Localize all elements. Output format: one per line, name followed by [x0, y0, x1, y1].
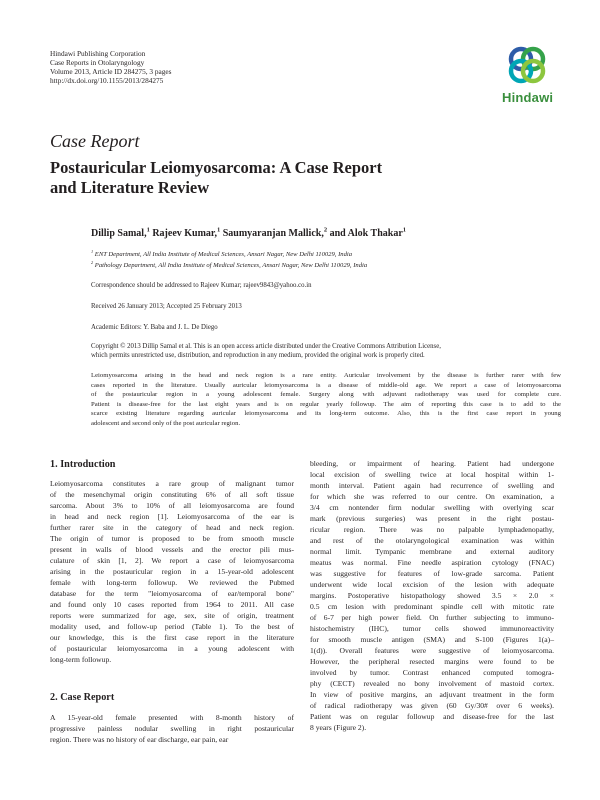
abstract-line: cases reported in the literature. Usually auricular leiomyosarcoma is a disease of middle-old age. We report a case of leiomyosarcoma — [91, 381, 561, 389]
author-affil-marker: 1 — [402, 226, 407, 234]
journal-header — [50, 49, 171, 85]
text-line: arising in the postauricular region in a 15-year-old adolescent — [50, 567, 294, 576]
journal-name: Case Reports in Otolaryngology — [50, 58, 145, 67]
abstract-line: adolescent and second only of the post auricular region. — [91, 419, 241, 427]
hindawi-logo-icon — [497, 42, 557, 90]
text-line: In view of positive margins, an adjuvant treatment in the form — [310, 690, 554, 699]
text-line: long-term followup. — [50, 655, 112, 664]
text-line: female with long-term followup. We reviewed the Pubmed — [50, 578, 294, 587]
text-line: meatus was normal. Fine needle aspiration cytology (FNAC) — [310, 558, 554, 567]
author-name: and Alok Thakar — [329, 228, 403, 239]
author-affil-marker: 2 — [323, 226, 328, 234]
section-heading-case-report: 2. Case Report — [50, 692, 115, 703]
abstract-line: Leiomyosarcoma arising in the head and neck region is a rare entity. Auricular involvement by the disease is further rarer with few — [91, 372, 561, 379]
text-line: local excision of swelling twice at local hospital within 1- — [310, 470, 554, 479]
title-line-1: Postauricular Leiomyosarcoma: A Case Report — [50, 158, 383, 177]
text-line: was suggestive for features of low-grade sarcoma. Patient — [310, 569, 554, 578]
text-line: However, the peripheral resected margins were found to be — [310, 657, 554, 666]
text-line: 3/4 cm nontender firm nodular swelling with overlying scar — [310, 503, 554, 512]
academic-editors: Academic Editors: Y. Baba and J. L. De Diego — [91, 324, 218, 331]
text-line: 8 years (Figure 2). — [310, 723, 367, 732]
text-line: month interval. Patient again had recurrence of swelling and — [310, 481, 554, 490]
text-line: database for the term "leiomyosarcoma of ear/temporal bone" — [50, 589, 294, 598]
author-list — [91, 228, 571, 239]
title-line-2: and Literature Review — [50, 178, 210, 197]
author-name: Dillip Samal, — [91, 228, 147, 239]
text-line: underwent wide local excision of the lesion with adequate — [310, 580, 554, 589]
author-name: Saumyaranjan Mallick, — [222, 228, 324, 239]
text-line: 0.5 cm lesion with predominant spindle cell with mitotic rate — [310, 602, 554, 611]
logo-wordmark: Hindawi — [502, 90, 554, 105]
text-line: for which she was referred to our centre. On examination, a — [310, 492, 554, 501]
text-line: present in walls of blood vessels and the erector pili mus- — [50, 545, 294, 554]
text-line: and rest of the otolaryngological examination was within — [310, 536, 554, 545]
text-line: for smooth muscle antigen (SMA) and S-100 (Figures 1(a)– — [310, 635, 554, 644]
abstract-line: Patient is disease-free for the last eight years and is on regular yearly followup. The aim of reporting this case is to add to the — [91, 400, 561, 408]
text-line: mark (previous surgeries) was present in the right postau- — [310, 514, 554, 523]
author-affil-marker: 1 — [216, 226, 221, 234]
copyright-line: Copyright © 2013 Dillip Samal et al. This is an open access article distributed under the Creative Commons Attribution License, — [91, 343, 441, 350]
text-line: in head and neck region [1]. Leiomyosarcoma of the ear is — [50, 512, 294, 521]
received-dates: Received 26 January 2013; Accepted 25 February 2013 — [91, 303, 242, 310]
case-report-continued-text — [310, 458, 554, 733]
author-name: Rajeev Kumar, — [152, 228, 217, 239]
text-line: Patient was on regular followup and disease-free for the last — [310, 712, 554, 721]
text-line: The origin of tumor is proposed to be from smooth muscle — [50, 534, 294, 543]
text-line: involved by tumor. Contrast enhanced computed tomogra- — [310, 668, 554, 677]
text-line: sarcoma. About 3% to 10% of all leiomyosarcoma are found — [50, 501, 294, 510]
publisher: Hindawi Publishing Corporation — [50, 49, 146, 58]
text-line: further rarer site in the category of head and neck region. — [50, 523, 294, 532]
text-line: of postauricular leiomyosarcoma in a young adolescent with — [50, 644, 294, 653]
text-line: region. There was no history of ear discharge, ear pain, ear — [50, 735, 229, 744]
introduction-text — [50, 478, 294, 665]
author-affil-marker: 1 — [146, 226, 150, 234]
affil-marker: 2 — [91, 259, 94, 265]
text-line: modality used, and follow-up period (Table 1). To the best of — [50, 622, 294, 631]
text-line: histochemistry (IHC), tumor cells showed immunoreactivity — [310, 624, 554, 633]
case-report-text — [50, 712, 294, 745]
affiliation-1 — [91, 249, 571, 260]
text-line: Leiomyosarcoma constitutes a rare group of malignant tumor — [50, 479, 294, 488]
abstract — [91, 371, 561, 429]
text-line: margins. Postoperative histopathology showed 3.5 × 2.0 × — [310, 591, 554, 600]
affiliation-2 — [91, 260, 571, 271]
text-line: 1(d)). Overall features were suggestive of leiomyosarcoma. — [310, 646, 554, 655]
affiliations — [91, 249, 571, 271]
text-line: our knowledge, this is the first case report in the literature — [50, 633, 294, 642]
article-type: Case Report — [50, 131, 140, 151]
hindawi-logo — [497, 42, 557, 110]
doi-link[interactable]: http://dx.doi.org/10.1155/2013/284275 — [50, 76, 164, 85]
text-line: progressive painless nodular swelling in right postauricular — [50, 724, 294, 733]
text-line: bleeding, or impairment of hearing. Patient had undergone — [310, 459, 554, 468]
abstract-line: of the postauricular region in a young adolescent female. Surgery along with adjuvant radiotherapy was used for complete cure. — [91, 391, 561, 399]
text-line: culature of skin [1, 2]. We report a case of leiomyosarcoma — [50, 556, 294, 565]
section-heading-introduction: 1. Introduction — [50, 459, 116, 470]
text-line: and found only 10 cases reported from 1964 to 2011. All case — [50, 600, 294, 609]
copyright-line: which permits unrestricted use, distribution, and reproduction in any medium, provided the original work is properly cited. — [91, 352, 425, 359]
affil-text: ENT Department, All India Institute of Medical Sciences, Ansari Nagar, New Delhi 110029, India — [94, 251, 352, 258]
text-line: of 6-7 per high power field. On further subjecting to immuno- — [310, 613, 554, 622]
correspondence: Correspondence should be addressed to Rajeev Kumar; rajeev9843@yahoo.co.in — [91, 282, 312, 289]
text-line: of radical radiotherapy was given (60 Gy/30# over 6 weeks). — [310, 701, 554, 710]
text-line: phy (CECT) revealed no bony involvement of mastoid cortex. — [310, 679, 554, 688]
copyright-notice — [91, 342, 561, 360]
volume-info: Volume 2013, Article ID 284275, 3 pages — [50, 67, 172, 76]
text-line: reports were summarized for age, sex, site of origin, treatment — [50, 611, 294, 620]
text-line: normal limit. Tympanic membrane and external auditory — [310, 547, 554, 556]
text-line: A 15-year-old female presented with 8-month history of — [50, 713, 294, 722]
affil-marker: 1 — [91, 248, 94, 254]
affil-text: Pathology Department, All India Institute of Medical Sciences, Ansari Nagar, New Delhi 110029, India — [94, 262, 368, 269]
text-line: of the mesenchymal origin constituting 6% of all soft tissue — [50, 490, 294, 499]
abstract-line: scarce existing literature regarding auricular leiomyosarcoma and its long-term outcome. Also, this is the first case report in young — [91, 410, 561, 418]
article-title — [50, 158, 530, 198]
text-line: ricular region. There was no palpable lymphadenopathy, — [310, 525, 554, 534]
